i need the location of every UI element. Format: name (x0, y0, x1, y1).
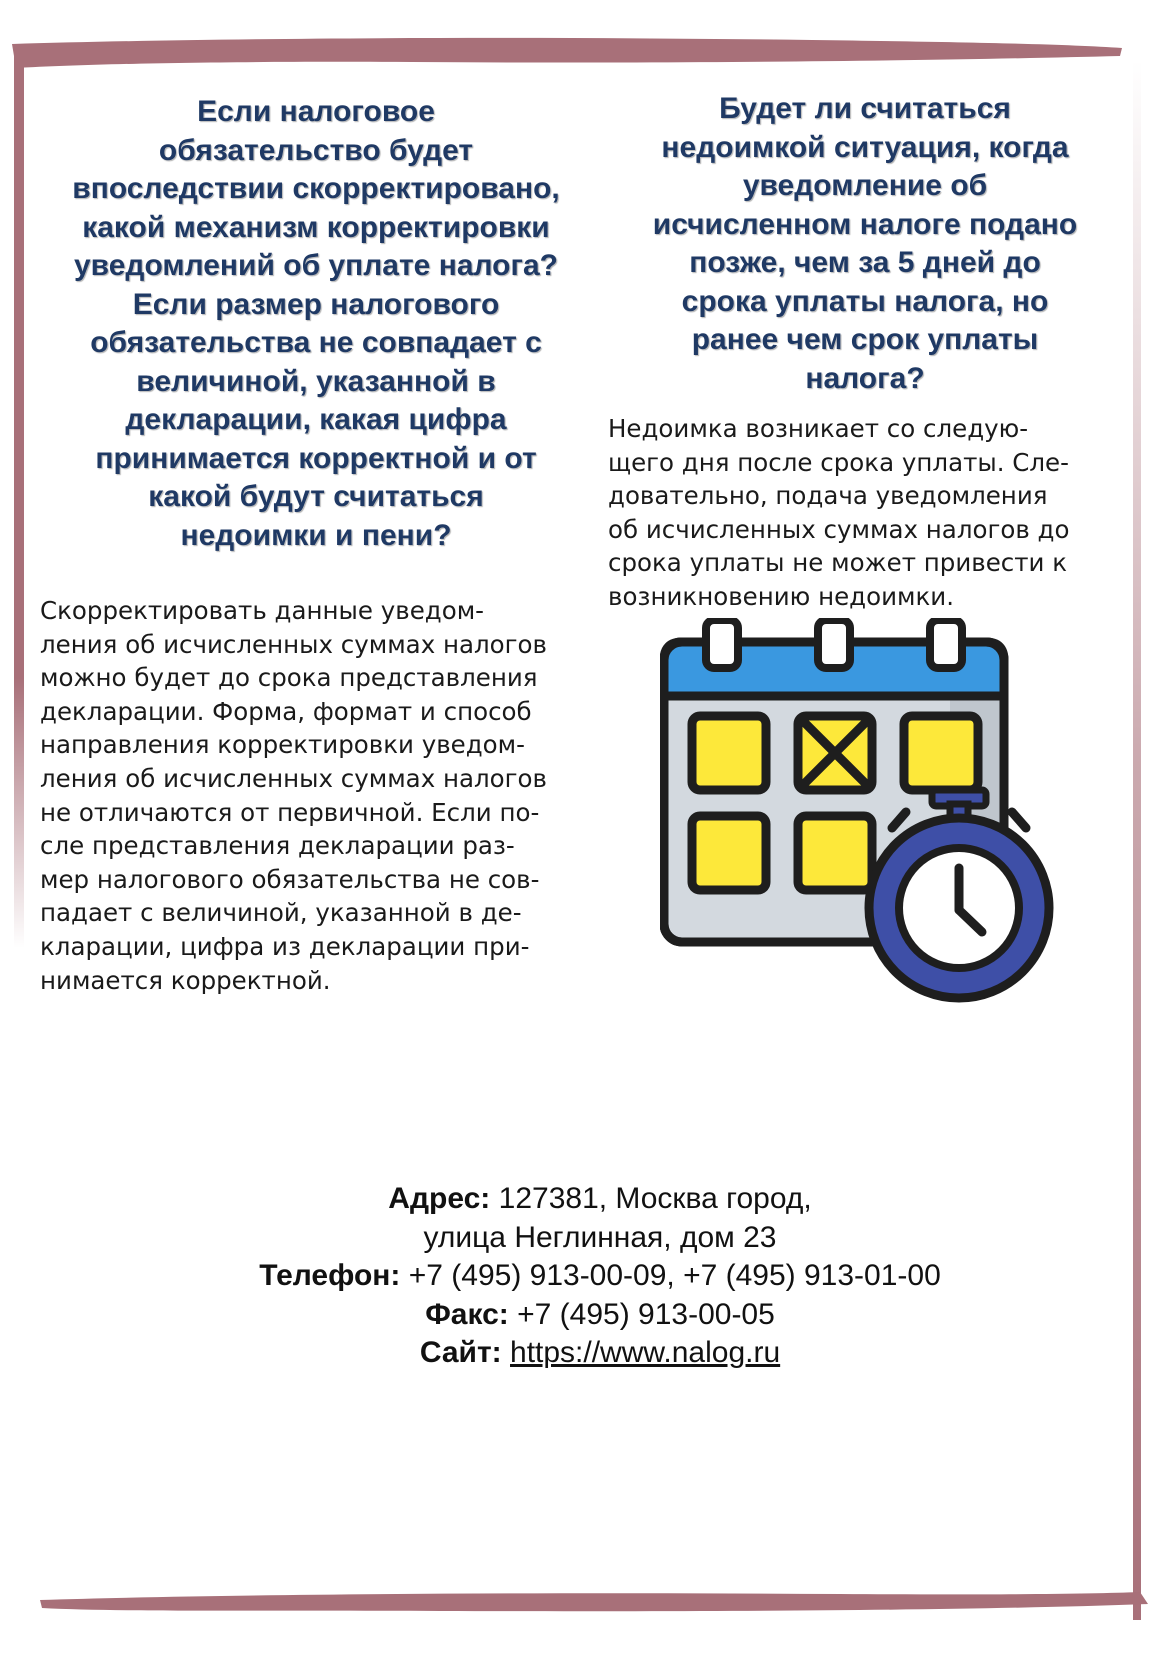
frame-bottom-stroke (40, 1586, 1150, 1616)
address-label: Адрес: (388, 1182, 491, 1215)
phone-line (100, 1257, 1100, 1296)
address-line-1 (100, 1180, 1100, 1219)
site-link[interactable]: https://www.nalog.ru (510, 1336, 781, 1369)
frame-left-stroke (14, 48, 24, 948)
right-question-heading: Будет ли считаться недоимкой ситуация, когда уведомление об исчисленном налоге подано позже, чем за 5 дней до срока уплаты налога, но ранее чем срок уплаты налога? (652, 92, 1078, 395)
site-label: Сайт: (419, 1336, 502, 1369)
site-line (100, 1334, 1100, 1373)
calendar-stopwatch-illustration (660, 618, 1110, 1068)
fax-label: Факс: (425, 1297, 509, 1331)
right-answer-text: Недоимка возникает со следую- щего дня после срока уплаты. Сле- довательно, подача уведомления об исчисленных суммах налогов до срока уплаты не может привести к возникновению недоимки. (608, 414, 1070, 611)
fax-value: +7 (495) 913-00-05 (517, 1297, 775, 1331)
left-answer-text: Скорректировать данные уведом- ления об исчисленных суммах налогов можно будет до срока представления декларации. Форма, формат и способ направления корректировки уведом- ления об исчисленных суммах налогов не отличаются от первичной. Если по- сле представления декларации раз- мер налогового обязательства не сов- падает с величиной, указанной в де- кларации, цифра из декларации при- нимается корректной. (40, 596, 547, 995)
address-line-2: улица Неглинная, дом 23 (423, 1220, 777, 1254)
frame-top-stroke (12, 34, 1122, 74)
left-question-heading: Если налоговое обязательство будет впоследствии скорректировано, какой механизм корректировки уведомлений об уплате налога? Если размер налогового обязательства не совпадает с величиной, указанной в декларации, какая цифра принимается корректной и от какой будут считаться недоимки и пени? (72, 95, 560, 552)
address-value-1: 127381, Москва город, (498, 1182, 812, 1215)
phone-label: Телефон: (259, 1259, 401, 1292)
contacts-block (100, 1180, 1100, 1373)
stopwatch-icon (869, 790, 1049, 998)
frame-right-stroke (1133, 60, 1141, 1620)
phone-value: +7 (495) 913-00-09, +7 (495) 913-01-00 (408, 1259, 941, 1292)
fax-line (100, 1296, 1100, 1335)
